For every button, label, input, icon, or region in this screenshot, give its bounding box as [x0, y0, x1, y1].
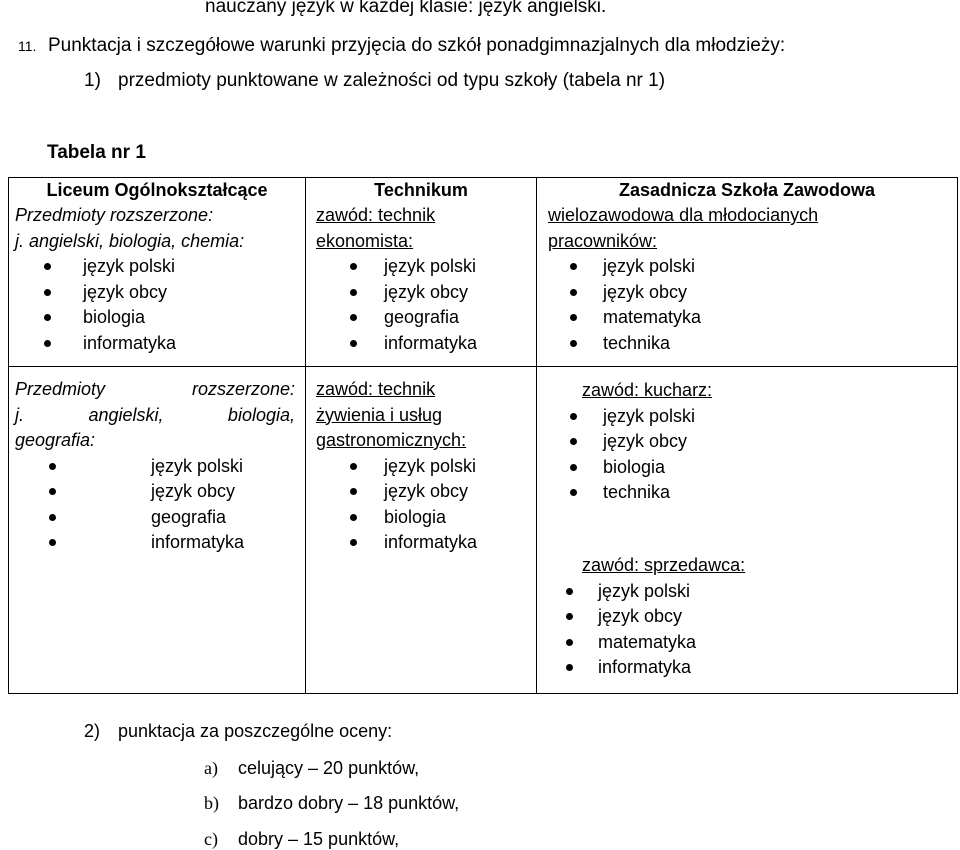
cell-zsz-sprzedawca-list [548, 579, 953, 681]
table-border-col2 [536, 177, 537, 694]
bullet-icon [44, 289, 51, 296]
cell-lo-row2 [15, 377, 295, 556]
list-item: technika [548, 480, 953, 506]
table-border-row [8, 366, 958, 367]
header-liceum: Liceum Ogólnokształcące [46, 180, 268, 200]
list-item: informatyka [15, 331, 300, 357]
bullet-icon [350, 263, 357, 270]
cell-lo-row2-heading-2: j. angielski, biologia, [15, 404, 295, 425]
list-item: matematyka [548, 305, 953, 331]
list-item: informatyka [15, 530, 295, 556]
bullet-icon [570, 289, 577, 296]
list-item: technika [548, 331, 953, 357]
bullet-icon [566, 613, 573, 620]
list-item: język polski [548, 254, 953, 280]
list-item: informatyka [316, 530, 531, 556]
list-item: geografia [15, 505, 295, 531]
cell-zsz-row1-heading-1: wielozawodowa dla młodocianych [548, 205, 819, 225]
list-item-2 [84, 720, 392, 742]
list-item-1-number: 1) [84, 70, 101, 91]
bullet-icon [44, 263, 51, 270]
list-item: język obcy [316, 280, 531, 306]
bullet-icon [350, 514, 357, 521]
table-title: Tabela nr 1 [47, 142, 146, 163]
bullet-icon [570, 314, 577, 321]
bullet-icon [350, 463, 357, 470]
bullet-icon [570, 413, 577, 420]
cell-zsz-row1-heading-2: pracowników: [548, 230, 658, 251]
cell-tech-row2-list [316, 454, 531, 556]
bullet-icon [570, 464, 577, 471]
list-item: język obcy [548, 429, 953, 455]
cell-lo-row1 [15, 203, 300, 356]
list-item: matematyka [548, 630, 953, 656]
cell-zsz-kucharz-heading: zawód: kucharz: [582, 380, 713, 400]
list-item: biologia [316, 505, 531, 531]
list-item: język obcy [548, 280, 953, 306]
table-border-left [8, 177, 9, 694]
list-item: biologia [15, 305, 300, 331]
cell-tech-row2-heading-1: zawód: technik [316, 379, 436, 399]
cell-lo-row2-heading-1: Przedmioty rozszerzone: [15, 379, 295, 399]
cell-lo-row1-list [15, 254, 300, 356]
section-11-number: 11. [18, 38, 37, 54]
list-item: język obcy [548, 604, 953, 630]
cell-lo-row1-heading-2: j. angielski, biologia, chemia: [15, 230, 245, 251]
section-11-heading [18, 35, 785, 57]
bullet-icon [570, 489, 577, 496]
bullet-icon [44, 314, 51, 321]
grade-text: celujący – 20 punktów, [238, 758, 420, 778]
grade-letter: c) [204, 829, 218, 849]
cell-tech-row2 [316, 377, 531, 556]
bullet-icon [566, 588, 573, 595]
section-11-text: Punktacja i szczegółowe warunki przyjęcia do szkół ponadgimnazjalnych dla młodzieży: [48, 35, 786, 56]
intro-line: nauczany język w każdej klasie: język angielski. [205, 0, 607, 17]
bullet-icon [350, 488, 357, 495]
header-zsz: Zasadnicza Szkoła Zawodowa [618, 180, 876, 200]
cell-lo-row1-heading-1: Przedmioty rozszerzone: [15, 205, 214, 225]
cell-tech-row1-list [316, 254, 531, 356]
grade-text: dobry – 15 punktów, [238, 829, 400, 849]
list-item: język polski [316, 454, 531, 480]
bullet-icon [49, 514, 56, 521]
header-technikum: Technikum [374, 180, 468, 200]
cell-tech-row2-heading-3: gastronomicznych: [316, 430, 467, 450]
list-item: geografia [316, 305, 531, 331]
cell-zsz-kucharz-list [548, 404, 953, 506]
bullet-icon [49, 488, 56, 495]
list-item: język obcy [15, 479, 295, 505]
list-item: język polski [548, 579, 953, 605]
grade-row-a [204, 757, 419, 779]
list-item: biologia [548, 455, 953, 481]
bullet-icon [49, 463, 56, 470]
bullet-icon [566, 639, 573, 646]
cell-lo-row2-list [15, 454, 295, 556]
grade-row-b [204, 792, 459, 814]
bullet-icon [44, 340, 51, 347]
cell-zsz-sprzedawca-heading: zawód: sprzedawca: [582, 555, 746, 575]
grade-letter: a) [204, 758, 218, 778]
bullet-icon [350, 539, 357, 546]
list-item-1 [84, 70, 665, 92]
table-border-right [957, 177, 958, 694]
cell-zsz-sprzedawca [548, 553, 953, 681]
bullet-icon [350, 289, 357, 296]
cell-tech-row1 [316, 203, 531, 356]
cell-lo-row2-heading-3: geografia: [15, 430, 96, 450]
cell-zsz-kucharz [548, 378, 953, 506]
bullet-icon [350, 340, 357, 347]
list-item: język obcy [316, 479, 531, 505]
list-item-1-text: przedmioty punktowane w zależności od typu szkoły (tabela nr 1) [118, 70, 666, 91]
list-item-2-text: punktacja za poszczególne oceny: [118, 721, 393, 741]
bullet-icon [570, 263, 577, 270]
list-item: język obcy [15, 280, 300, 306]
cell-zsz-row1-list [548, 254, 953, 356]
list-item: informatyka [316, 331, 531, 357]
grade-text: bardzo dobry – 18 punktów, [238, 793, 460, 813]
bullet-icon [570, 438, 577, 445]
grade-row-c [204, 828, 399, 850]
list-item: informatyka [548, 655, 953, 681]
cell-zsz-row1 [548, 203, 953, 356]
cell-tech-row1-heading-2: ekonomista: [316, 230, 414, 251]
list-item: język polski [15, 454, 295, 480]
bullet-icon [49, 539, 56, 546]
table-border-col1 [305, 177, 306, 694]
list-item: język polski [316, 254, 531, 280]
list-item-2-number: 2) [84, 721, 101, 741]
cell-tech-row1-heading-1: zawód: technik [316, 205, 436, 225]
grade-letter: b) [204, 793, 219, 813]
bullet-icon [570, 340, 577, 347]
table-border-bottom [8, 693, 958, 694]
bullet-icon [350, 314, 357, 321]
bullet-icon [566, 664, 573, 671]
list-item: język polski [548, 404, 953, 430]
cell-tech-row2-heading-2: żywienia i usług [316, 404, 443, 425]
list-item: język polski [15, 254, 300, 280]
